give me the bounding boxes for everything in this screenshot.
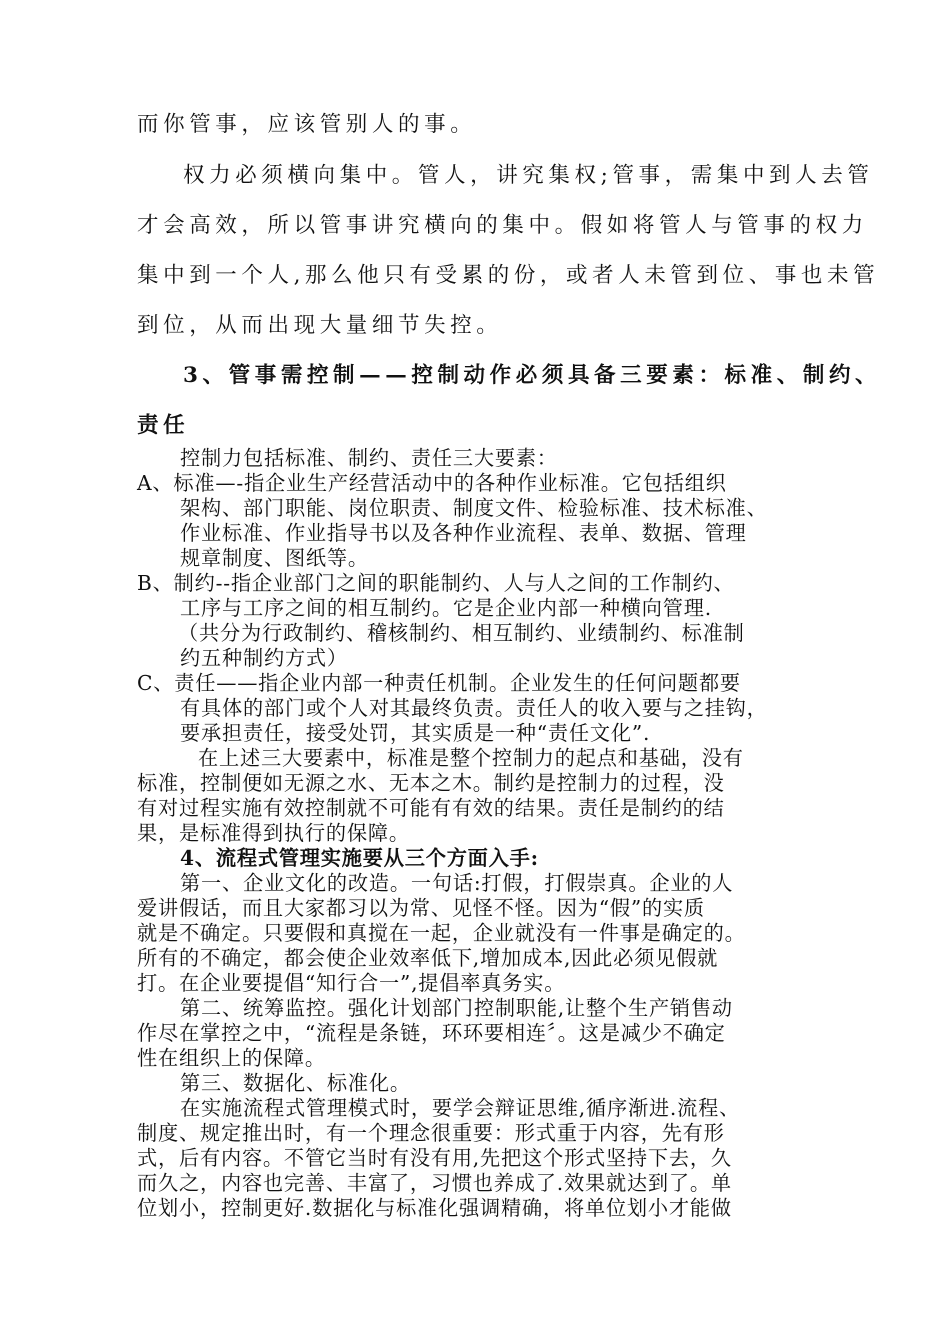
paragraph-line: 性在组织上的保障。 [137, 1046, 326, 1070]
paragraph-line: 在上述三大要素中，标准是整个控制力的起点和基础，没有 [198, 746, 744, 770]
list-item-c: C、责任——指企业内部一种责任机制。企业发生的任何问题都要 [137, 671, 741, 695]
paragraph-line: 果，是标准得到执行的保障。 [137, 821, 410, 845]
list-item-c: 要承担责任，接受处罚，其实质是一种“责任文化”. [180, 721, 651, 745]
section-heading: 3、管事需控制——控制动作必须具备三要素：标准、制约、 [183, 363, 882, 388]
paragraph-line: 在实施流程式管理模式时，要学会辩证思维,循序渐进.流程、 [180, 1096, 741, 1120]
paragraph-line: 就是不确定。只要假和真搅在一起，企业就没有一件事是确定的。 [137, 921, 746, 945]
list-item-b: B、制约--指企业部门之间的职能制约、人与人之间的工作制约、 [137, 571, 735, 595]
list-item-a: 规章制度、图纸等。 [180, 546, 369, 570]
paragraph-line: 而久之，内容也完善、丰富了，习惯也养成了.效果就达到了。单 [137, 1171, 732, 1195]
paragraph-line: 集中到一个人,那么他只有受累的份，或者人未管到位、事也未管 [137, 263, 880, 288]
list-item-b: 约五种制约方式） [180, 646, 348, 670]
paragraph-line: 权力必须横向集中。管人，讲究集权;管事，需集中到人去管 [183, 163, 874, 188]
paragraph-line: 第二、统筹监控。强化计划部门控制职能,让整个生产销售动 [180, 996, 733, 1020]
paragraph-line: 作尽在掌控之中，“流程是条链，环环要相连〞。这是减少不确定 [137, 1021, 726, 1045]
section-heading: 4、流程式管理实施要从三个方面入手: [180, 846, 539, 870]
paragraph-line: 所有的不确定，都会使企业效率低下,增加成本,因此必须见假就 [137, 946, 719, 970]
paragraph-line: 爱讲假话，而且大家都习以为常、见怪不怪。因为“假”的实质 [137, 896, 705, 920]
section-heading: 责任 [137, 413, 190, 438]
list-item-a: 作业标准、作业指导书以及各种作业流程、表单、数据、管理 [180, 521, 747, 545]
paragraph-line: 位划小，控制更好.数据化与标准化强调精确，将单位划小才能做 [137, 1196, 732, 1220]
paragraph-line: 标准，控制便如无源之水、无本之木。制约是控制力的过程，没 [137, 771, 725, 795]
list-item-a: A、标准—-指企业生产经营活动中的各种作业标准。它包括组织 [137, 471, 727, 495]
list-item-b: 工序与工序之间的相互制约。它是企业内部一种横向管理. [180, 596, 712, 620]
paragraph-line: 到位，从而出现大量细节失控。 [137, 313, 503, 338]
paragraph-line: 式，后有内容。不管它当时有没有用,先把这个形式坚持下去，久 [137, 1146, 732, 1170]
paragraph-line: 有对过程实施有效控制就不可能有有效的结果。责任是制约的结 [137, 796, 725, 820]
list-item-a: 架构、部门职能、岗位职责、制度文件、检验标准、技术标准、 [180, 496, 768, 520]
paragraph-line: 而你管事，应该管别人的事。 [137, 112, 477, 137]
paragraph-line: 打。在企业要提倡“知行合一”,提倡率真务实。 [137, 971, 566, 995]
paragraph-line: 控制力包括标准、制约、责任三大要素： [180, 446, 558, 470]
list-item-c: 有具体的部门或个人对其最终负责。责任人的收入要与之挂钩， [180, 696, 768, 720]
list-item-b: （共分为行政制约、稽核制约、相互制约、业绩制约、标准制 [178, 621, 745, 645]
paragraph-line: 才会高效，所以管事讲究横向的集中。假如将管人与管事的权力 [137, 213, 868, 238]
paragraph-line: 第一、企业文化的改造。一句话:打假，打假崇真。企业的人 [180, 871, 734, 895]
paragraph-line: 第三、数据化、标准化。 [180, 1071, 411, 1095]
paragraph-line: 制度、规定推出时，有一个理念很重要：形式重于内容，先有形 [137, 1121, 725, 1145]
